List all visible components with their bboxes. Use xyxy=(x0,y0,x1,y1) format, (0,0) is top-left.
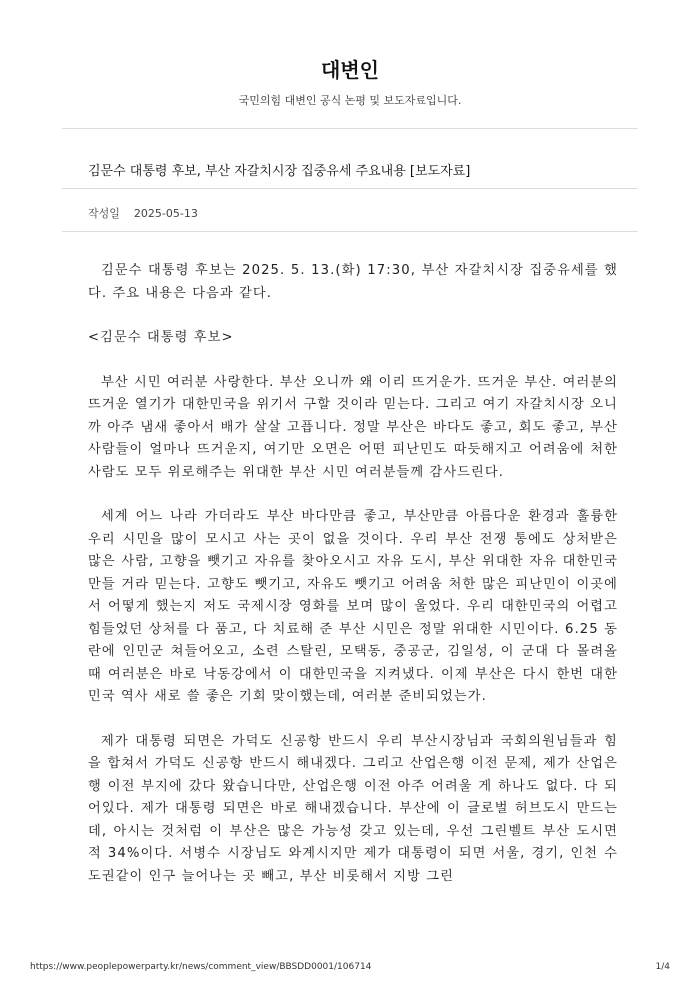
divider xyxy=(62,188,638,189)
article-body xyxy=(88,260,618,910)
date-label: 작성일 xyxy=(88,207,120,220)
page-subtitle: 국민의힘 대변인 공식 논평 및 보도자료입니다. xyxy=(238,94,462,107)
paragraph: 제가 대통령 되면은 가덕도 신공항 반드시 우리 부산시장님과 국회의원님들과 힘을 합쳐서 가덕도 신공항 반드시 해내겠다. 그리고 산업은행 이전 문제, 제가 산업은행 이전 부지에 갔다 왔습니다만, 산업은행 이전 아주 어려울 게 하나도 없다. 다 되어있다. 제가 대통령 되면은 바로 해내겠습니다. 부산에 이 글로벌 허브도시 만드는데, 아시는 것처럼 이 부산은 많은 가능성 갖고 있는데, 우선 그린벨트 부산 도시면적 34%이다. 서병수 시장님도 와계시지만 제가 대통령이 되면 서울, 경기, 인천 수도권같이 인구 늘어나는 곳 빼고, 부산 비롯해서 지방 그린 xyxy=(88,733,618,884)
paragraph: 세계 어느 나라 가더라도 부산 바다만큼 좋고, 부산만큼 아름다운 환경과 훌륭한 우리 시민을 많이 모시고 사는 곳이 없을 것이다. 우리 부산 전쟁 통에도 상처받은 많은 사람, 고향을 뺏기고 자유를 찾아오시고 자유 도시, 부산 위대한 자유 대한민국 만들 거라 믿는다. 고향도 뺏기고, 자유도 뺏기고 어려움 처한 많은 피난민이 이곳에서 어떻게 했는지 저도 국제시장 영화를 보며 많이 울었다. 우리 대한민국의 어렵고 힘들었던 상처를 다 품고, 다 치료해 준 부산 시민은 정말 위대한 시민이다. 6.25 동란에 인민군 쳐들어오고, 소련 스탈린, 모택동, 중공군, 김일성, 이 군대 다 몰려올 때 여러분은 바로 낙동강에서 이 대한민국을 지켜냈다. 이제 부산은 다시 한번 대한민국 역사 새로 쓸 좋은 기회 맞이했는데, 여러분 준비되었는가. xyxy=(88,509,618,704)
footer-url: https://www.peoplepowerparty.kr/news/comment_view/BBSDD0001/106714 xyxy=(30,962,372,972)
divider xyxy=(62,128,638,129)
article-title: 김문수 대통령 후보, 부산 자갈치시장 집중유세 주요내용 [보도자료] xyxy=(88,164,471,179)
divider xyxy=(62,231,638,232)
article-meta xyxy=(88,205,198,221)
paragraph: 부산 시민 여러분 사랑한다. 부산 오니까 왜 이리 뜨거운가. 뜨거운 부산. 여러분의 뜨거운 열기가 대한민국을 위기서 구할 것이라 믿는다. 그리고 여기 자갈치시장 오니까 아주 냄새 좋아서 배가 살살 고픕니다. 정말 부산은 바다도 좋고, 회도 좋고, 부산사람들이 얼마나 뜨거운지, 여기만 오면은 어떤 피난민도 따듯해지고 어려움에 처한 사람도 모두 위로해주는 위대한 부산 시민 여러분들께 감사드린다. xyxy=(88,374,618,480)
article-date: 2025-05-13 xyxy=(133,207,198,220)
page-title: 대변인 xyxy=(321,58,379,82)
page-number: 1/4 xyxy=(655,962,670,972)
paragraph-speaker: <김문수 대통령 후보> xyxy=(88,330,234,345)
paragraph-intro: 김문수 대통령 후보는 2025. 5. 13.(화) 17:30, 부산 자갈치시장 집중유세를 했다. 주요 내용은 다음과 같다. xyxy=(88,263,618,301)
